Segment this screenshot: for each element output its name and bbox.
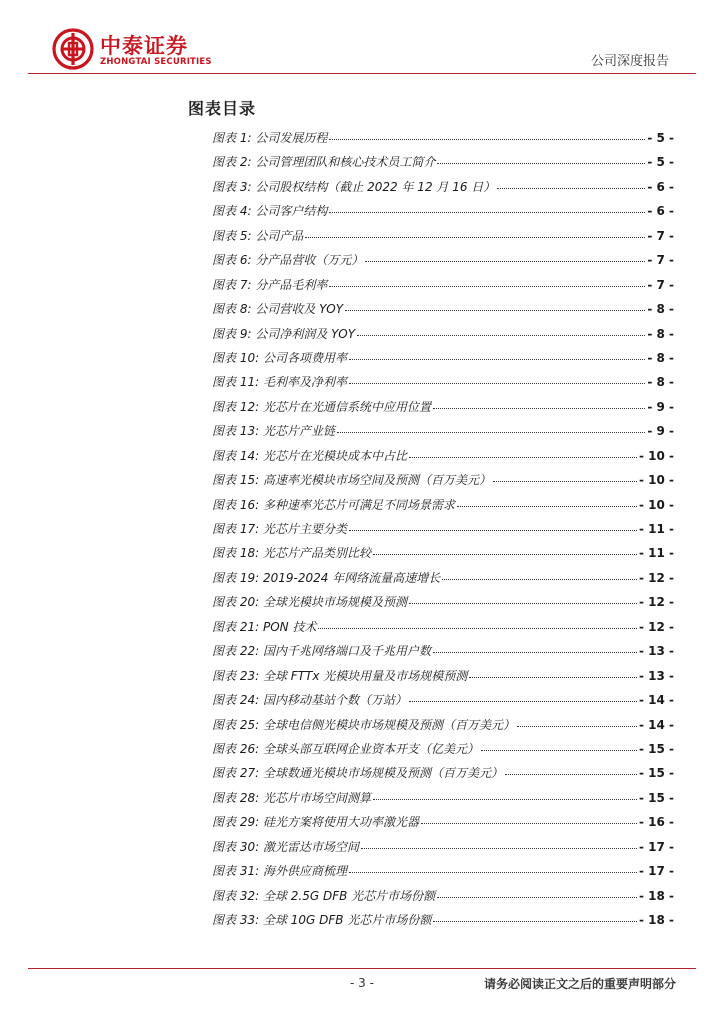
toc-entry-title: 光芯片产品类别比较: [262, 546, 371, 561]
toc-entry[interactable]: [212, 566, 674, 590]
toc-entry-page: - 16 -: [638, 815, 674, 830]
footer-divider: [28, 968, 696, 969]
toc-entry[interactable]: [212, 322, 674, 346]
toc-entry[interactable]: [212, 713, 674, 737]
toc-entry-title: 全球电信侧光模块市场规模及预测（百万美元）: [262, 717, 515, 732]
toc-entry[interactable]: [212, 737, 674, 761]
toc-entry[interactable]: [212, 664, 674, 688]
toc-entry-page: - 10 -: [638, 497, 674, 512]
figure-table-of-contents: [212, 126, 674, 932]
toc-entry-title: 国内移动基站个数（万站）: [262, 693, 407, 708]
toc-entry-title: 海外供应商梳理: [262, 864, 347, 879]
toc-entry-label: 图表 11:: [212, 375, 260, 390]
toc-section-title: 图表目录: [188, 99, 257, 118]
toc-dot-leader: [373, 545, 637, 555]
toc-dot-leader: [357, 326, 645, 336]
toc-entry-label: 图表 28:: [212, 790, 260, 805]
toc-entry[interactable]: [212, 493, 674, 517]
toc-entry-title: 毛利率及净利率: [262, 375, 347, 390]
toc-entry[interactable]: [212, 248, 674, 272]
toc-entry-label: 图表 13:: [212, 424, 260, 439]
toc-entry-label: 图表 22:: [212, 644, 260, 659]
toc-entry[interactable]: [212, 786, 674, 810]
toc-dot-leader: [409, 692, 637, 702]
toc-dot-leader: [337, 423, 645, 433]
company-name-cn: 中泰证券: [100, 34, 188, 58]
toc-entry-label: 图表 32:: [212, 888, 260, 903]
toc-dot-leader: [437, 888, 637, 898]
toc-entry-label: 图表 8:: [212, 302, 252, 317]
toc-entry-label: 图表 33:: [212, 913, 260, 927]
toc-entry[interactable]: [212, 175, 674, 199]
toc-entry[interactable]: [212, 224, 674, 248]
toc-entry-label: 图表 23:: [212, 668, 260, 683]
toc-dot-leader: [505, 765, 637, 775]
toc-entry-title: 公司股权结构（截止 2022 年 12 月 16 日）: [255, 179, 496, 194]
toc-entry-label: 图表 3:: [212, 179, 252, 194]
toc-dot-leader: [349, 521, 637, 531]
toc-entry-title: 光芯片在光通信系统中应用位置: [262, 399, 431, 414]
toc-entry-page: - 10 -: [638, 448, 674, 463]
toc-entry-title: 2019-2024 年网络流量高速增长: [262, 570, 441, 585]
toc-dot-leader: [421, 814, 637, 824]
toc-entry-label: 图表 2:: [212, 155, 252, 170]
toc-dot-leader: [437, 154, 645, 164]
toc-entry-title: 激光雷达市场空间: [262, 839, 359, 854]
toc-entry-label: 图表 7:: [212, 277, 252, 292]
toc-entry-page: - 12 -: [638, 570, 674, 585]
toc-entry[interactable]: [212, 468, 674, 492]
toc-dot-leader: [373, 790, 637, 800]
toc-entry[interactable]: [212, 395, 674, 419]
toc-entry-page: - 7 -: [647, 253, 674, 268]
toc-entry[interactable]: [212, 835, 674, 859]
toc-entry-title: 硅光方案将使用大功率激光器: [262, 815, 419, 830]
page-header: [0, 0, 724, 80]
toc-entry-title: 光芯片在光模块成本中占比: [262, 448, 407, 463]
toc-entry-page: - 7 -: [647, 228, 674, 243]
toc-entry-label: 图表 1:: [212, 131, 252, 145]
toc-dot-leader: [433, 643, 637, 653]
toc-dot-leader: [442, 570, 637, 580]
toc-entry-page: - 8 -: [647, 302, 674, 317]
toc-entry-label: 图表 19:: [212, 570, 260, 585]
toc-entry-page: - 9 -: [647, 424, 674, 439]
toc-entry-page: - 5 -: [647, 131, 674, 145]
toc-entry-page: - 7 -: [647, 277, 674, 292]
toc-entry-label: 图表 15:: [212, 473, 260, 488]
toc-entry-title: 公司净利润及 YOY: [255, 326, 356, 341]
page-number: - 3 -: [350, 976, 374, 990]
toc-dot-leader: [497, 179, 645, 189]
toc-entry-label: 图表 18:: [212, 546, 260, 561]
toc-entry-page: - 13 -: [638, 668, 674, 683]
toc-entry-title: 全球 10G DFB 光芯片市场份额: [262, 913, 432, 927]
toc-entry-title: 光芯片产业链: [262, 424, 335, 439]
toc-entry[interactable]: [212, 615, 674, 639]
toc-entry-page: - 13 -: [638, 644, 674, 659]
toc-entry[interactable]: [212, 884, 674, 908]
toc-entry-title: 全球数通光模块市场规模及预测（百万美元）: [262, 766, 503, 781]
toc-dot-leader: [409, 448, 637, 458]
toc-entry-label: 图表 25:: [212, 717, 260, 732]
toc-entry-page: - 10 -: [638, 473, 674, 488]
toc-dot-leader: [517, 717, 637, 727]
disclaimer-note: 请务必阅读正文之后的重要声明部分: [483, 977, 676, 991]
toc-entry[interactable]: [212, 639, 674, 663]
toc-entry[interactable]: [212, 590, 674, 614]
toc-entry-title: 公司管理团队和核心技术员工简介: [255, 155, 436, 170]
toc-entry-title: 高速率光模块市场空间及预测（百万美元）: [262, 473, 491, 488]
toc-entry-label: 图表 16:: [212, 497, 260, 512]
toc-entry-label: 图表 26:: [212, 741, 260, 756]
toc-entry[interactable]: [212, 273, 674, 297]
toc-dot-leader: [329, 277, 645, 287]
toc-entry-page: - 15 -: [638, 741, 674, 756]
toc-dot-leader: [349, 350, 645, 360]
toc-entry-title: 全球光模块市场规模及预测: [262, 595, 407, 610]
zhongtai-emblem-icon: [52, 28, 94, 70]
header-divider: [28, 73, 696, 74]
company-name-en: ZHONGTAI SECURITIES: [100, 57, 212, 67]
toc-entry-page: - 6 -: [647, 179, 674, 194]
toc-dot-leader: [469, 668, 637, 678]
toc-dot-leader: [457, 497, 637, 507]
toc-entry-page: - 15 -: [638, 766, 674, 781]
toc-entry-page: - 18 -: [638, 913, 674, 927]
toc-entry-page: - 5 -: [647, 155, 674, 170]
toc-entry-label: 图表 5:: [212, 228, 252, 243]
toc-dot-leader: [349, 863, 637, 873]
toc-entry-page: - 8 -: [647, 326, 674, 341]
toc-entry-label: 图表 29:: [212, 815, 260, 830]
toc-entry[interactable]: [212, 346, 674, 370]
toc-dot-leader: [305, 228, 645, 238]
toc-entry-label: 图表 4:: [212, 204, 252, 219]
toc-entry-page: - 17 -: [638, 864, 674, 879]
toc-entry-title: 国内千兆网络端口及千兆用户数: [262, 644, 431, 659]
toc-dot-leader: [433, 399, 645, 409]
toc-entry[interactable]: [212, 126, 674, 150]
toc-entry-title: 公司营收及 YOY: [255, 302, 344, 317]
toc-entry-label: 图表 31:: [212, 864, 260, 879]
toc-entry-page: - 18 -: [638, 888, 674, 903]
toc-dot-leader: [481, 741, 637, 751]
toc-entry-title: 公司各项费用率: [262, 350, 347, 365]
toc-entry[interactable]: [212, 370, 674, 394]
toc-entry-title: 多种速率光芯片可满足不同场景需求: [262, 497, 455, 512]
toc-entry-title: 全球头部互联网企业资本开支（亿美元）: [262, 741, 479, 756]
toc-dot-leader: [361, 839, 637, 849]
toc-entry[interactable]: [212, 541, 674, 565]
toc-entry-title: 公司产品: [255, 228, 304, 243]
zhongtai-logo: [52, 28, 232, 72]
toc-entry-title: 分产品毛利率: [255, 277, 328, 292]
toc-entry-page: - 14 -: [638, 693, 674, 708]
toc-entry[interactable]: [212, 688, 674, 712]
toc-entry-label: 图表 17:: [212, 522, 260, 536]
toc-entry-page: - 15 -: [638, 790, 674, 805]
toc-entry-label: 图表 14:: [212, 448, 260, 463]
toc-entry-title: 全球 2.5G DFB 光芯片市场份额: [262, 888, 436, 903]
toc-entry[interactable]: [212, 419, 674, 443]
toc-entry[interactable]: [212, 199, 674, 223]
toc-entry-label: 图表 27:: [212, 766, 260, 781]
toc-entry-label: 图表 20:: [212, 595, 260, 610]
toc-dot-leader: [329, 130, 645, 140]
toc-dot-leader: [349, 374, 645, 384]
toc-dot-leader: [365, 252, 645, 262]
toc-entry-label: 图表 6:: [212, 253, 252, 268]
toc-dot-leader: [433, 912, 637, 922]
toc-entry-title: 光芯片市场空间测算: [262, 790, 371, 805]
toc-dot-leader: [329, 203, 645, 213]
toc-entry-page: - 11 -: [638, 522, 674, 536]
toc-entry-title: 全球 FTTx 光模块用量及市场规模预测: [262, 668, 468, 683]
toc-entry-page: - 8 -: [647, 375, 674, 390]
toc-entry-title: 光芯片主要分类: [262, 522, 347, 536]
toc-entry[interactable]: [212, 150, 674, 174]
toc-entry[interactable]: [212, 517, 674, 541]
toc-dot-leader: [345, 301, 645, 311]
toc-entry-title: 公司发展历程: [255, 131, 328, 145]
toc-entry-page: - 8 -: [647, 350, 674, 365]
toc-entry-page: - 9 -: [647, 399, 674, 414]
report-type-label: 公司深度报告: [590, 54, 669, 69]
toc-entry-label: 图表 9:: [212, 326, 252, 341]
toc-entry[interactable]: [212, 761, 674, 785]
toc-entry-label: 图表 24:: [212, 693, 260, 708]
toc-entry-page: - 12 -: [638, 619, 674, 634]
toc-entry-page: - 12 -: [638, 595, 674, 610]
toc-entry-title: PON 技术: [262, 619, 317, 634]
toc-entry-label: 图表 10:: [212, 350, 260, 365]
toc-entry[interactable]: [212, 297, 674, 321]
toc-entry-page: - 14 -: [638, 717, 674, 732]
toc-entry-label: 图表 12:: [212, 399, 260, 414]
toc-entry-page: - 11 -: [638, 546, 674, 561]
toc-entry[interactable]: [212, 810, 674, 834]
toc-dot-leader: [318, 619, 637, 629]
toc-entry-label: 图表 30:: [212, 839, 260, 854]
toc-entry[interactable]: [212, 908, 674, 932]
toc-entry-page: - 6 -: [647, 204, 674, 219]
toc-dot-leader: [409, 594, 637, 604]
toc-entry[interactable]: [212, 444, 674, 468]
toc-entry-title: 分产品营收（万元）: [255, 253, 364, 268]
toc-entry-title: 公司客户结构: [255, 204, 328, 219]
toc-dot-leader: [493, 472, 637, 482]
toc-entry-page: - 17 -: [638, 839, 674, 854]
toc-entry[interactable]: [212, 859, 674, 883]
toc-entry-label: 图表 21:: [212, 619, 260, 634]
